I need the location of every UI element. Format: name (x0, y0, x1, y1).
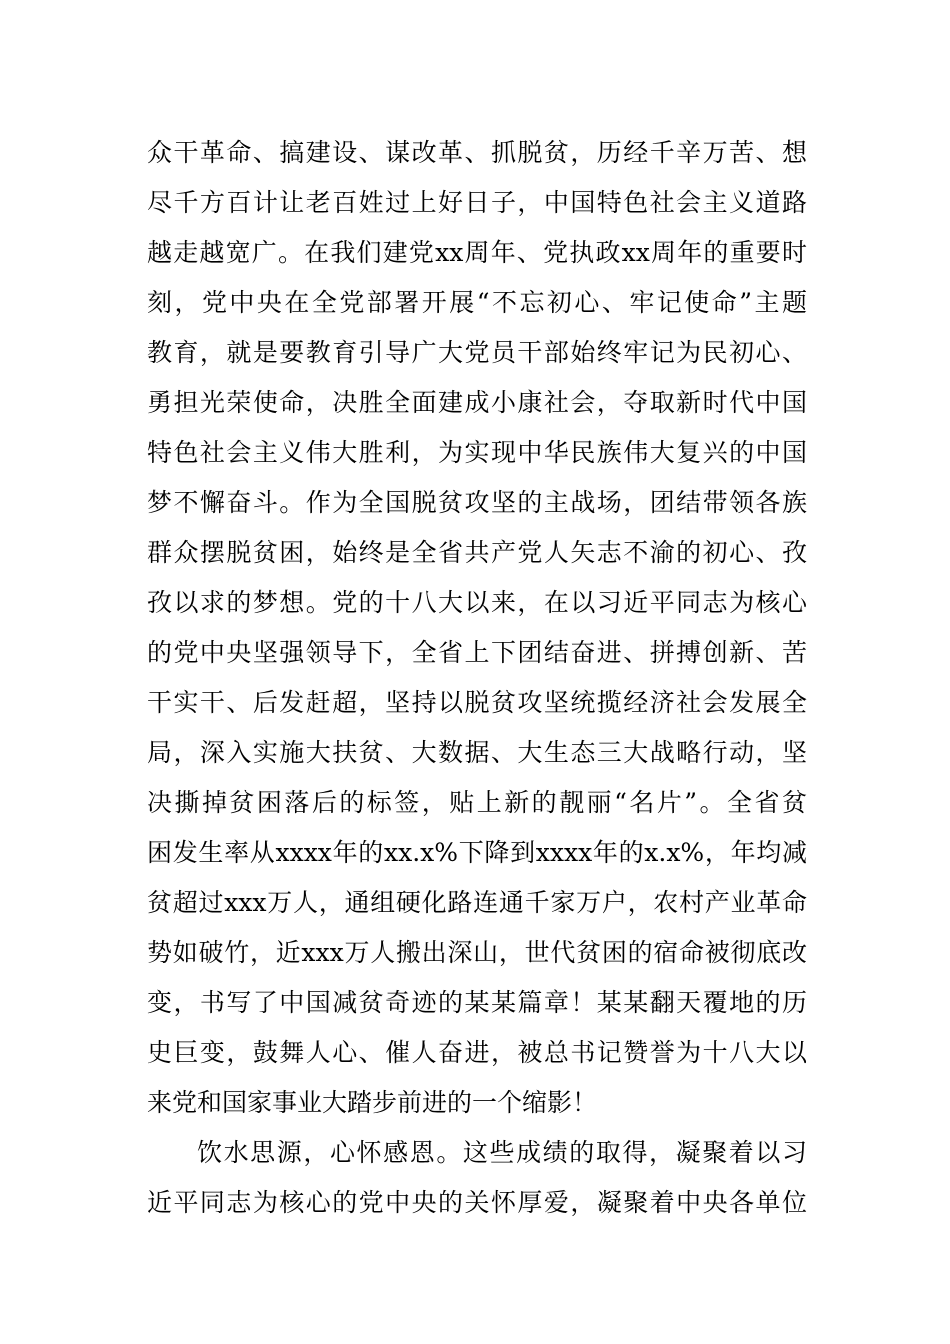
text-line: 势如破竹，近xxx万人搬出深山，世代贫困的宿命被彻底改 (147, 938, 807, 967)
text-line: 梦不懈奋斗。作为全国脱贫攻坚的主战场，团结带领各族 (147, 488, 807, 517)
text-line: 困发生率从xxxx年的xx.x%下降到xxxx年的x.x%，年均减 (147, 838, 807, 867)
text-line: 变，书写了中国减贫奇迹的某某篇章！某某翻天覆地的历 (147, 988, 807, 1017)
paragraph-end-line: 来党和国家事业大踏步前进的一个缩影！ (147, 1088, 598, 1117)
text-line: 尽千方百计让老百姓过上好日子，中国特色社会主义道路 (147, 188, 807, 217)
text-line: 特色社会主义伟大胜利，为实现中华民族伟大复兴的中国 (147, 438, 807, 467)
text-line: 越走越宽广。在我们建党xx周年、党执政xx周年的重要时 (147, 238, 807, 267)
text-line: 群众摆脱贫困，始终是全省共产党人矢志不渝的初心、孜 (147, 538, 807, 567)
text-line: 刻，党中央在全党部署开展“不忘初心、牢记使命”主题 (147, 288, 807, 317)
text-line: 决撕掉贫困落后的标签，贴上新的靓丽“名片”。全省贫 (147, 788, 807, 817)
text-line: 勇担光荣使命，决胜全面建成小康社会，夺取新时代中国 (147, 388, 807, 417)
text-line: 贫超过xxx万人，通组硬化路连通千家万户，农村产业革命 (147, 888, 807, 917)
text-line: 教育，就是要教育引导广大党员干部始终牢记为民初心、 (147, 338, 807, 367)
text-line: 干实干、后发赶超，坚持以脱贫攻坚统揽经济社会发展全 (147, 688, 807, 717)
text-line: 局，深入实施大扶贫、大数据、大生态三大战略行动，坚 (147, 738, 807, 767)
paragraph-start-line: 饮水思源，心怀感恩。这些成绩的取得，凝聚着以习 (197, 1138, 807, 1167)
text-line: 的党中央坚强领导下，全省上下团结奋进、拼搏创新、苦 (147, 638, 807, 667)
text-line: 众干革命、搞建设、谋改革、抓脱贫，历经千辛万苦、想 (147, 138, 807, 167)
text-line: 孜以求的梦想。党的十八大以来，在以习近平同志为核心 (147, 588, 807, 617)
body-text (147, 128, 807, 1228)
text-line: 近平同志为核心的党中央的关怀厚爱，凝聚着中央各单位 (147, 1188, 807, 1217)
text-line: 史巨变，鼓舞人心、催人奋进，被总书记赞誉为十八大以 (147, 1038, 807, 1067)
